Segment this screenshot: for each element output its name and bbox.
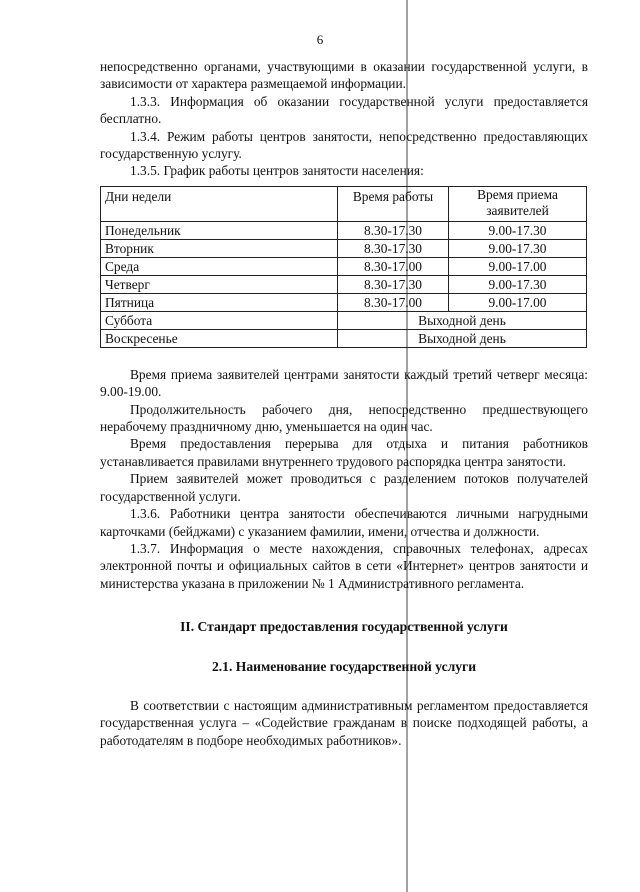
cell-reception: 9.00-17.30 [449,239,587,257]
cell-reception: 9.00-17.00 [449,257,587,275]
cell-work: 8.30-17.30 [338,221,449,239]
header-reception-hours: Время приема заявителей [449,186,587,221]
cell-day: Вторник [101,239,338,257]
header-work-hours: Время работы [338,186,449,221]
cell-day-off: Выходной день [338,311,587,329]
cell-reception: 9.00-17.00 [449,293,587,311]
cell-day: Среда [101,257,338,275]
paragraph-1-3-7: 1.3.7. Информация о месте нахождения, справочных телефонах, адресах электронной почты и официальных сайтов в сети «Интернет» центров занятости и министерства указана в приложении № 1 Административного регламента. [100,540,588,591]
table-row [101,221,587,239]
paragraph-1-3-4: 1.3.4. Режим работы центров занятости, непосредственно предоставляющих государственную услугу. [100,128,588,162]
cell-reception: 9.00-17.30 [449,221,587,239]
cell-day: Пятница [101,293,338,311]
paragraph-third-thursday: Время приема заявителей центрами занятости каждый третий четверг месяца: 9.00-19.00. [100,366,588,400]
page-number: 6 [316,32,324,47]
table-header-row [101,186,587,221]
cell-day: Воскресенье [101,329,338,347]
paragraph-1-3-5: 1.3.5. График работы центров занятости населения: [130,163,424,179]
cell-work: 8.30-17.00 [338,293,449,311]
paragraph-preholiday: Продолжительность рабочего дня, непосредственно предшествующего нерабочему праздничному дню, уменьшается на один час. [100,401,588,435]
page-body [100,58,588,749]
paragraph-1-3-3: 1.3.3. Информация об оказании государственной услуги предоставляется бесплатно. [100,93,588,127]
cell-work: 8.30-17.30 [338,239,449,257]
paragraph-reception-flows: Прием заявителей может проводиться с разделением потоков получателей государственной услуги. [100,471,588,504]
cell-reception: 9.00-17.30 [449,275,587,293]
cell-work: 8.30-17.30 [338,275,449,293]
cell-day-off: Выходной день [338,329,587,347]
cell-day: Суббота [101,311,338,329]
header-days: Дни недели [101,186,338,221]
paragraph-1-3-6: 1.3.6. Работники центра занятости обеспечиваются личными нагрудными карточками (бейджами) с указанием фамилии, имени, отчества и должности. [100,506,588,539]
subsection-heading: 2.1. Наименование государственной услуги [211,658,477,674]
table-row [101,275,587,293]
cell-day: Четверг [101,275,338,293]
cell-day: Понедельник [101,221,338,239]
table-row [101,311,587,329]
table-row [101,239,587,257]
section-heading: II. Стандарт предоставления государственной услуги [180,619,508,635]
table-row [101,293,587,311]
paragraph-continuation: непосредственно органами, участвующими в оказании государственной услуги, в зависимости от характера размещаемой информации. [100,59,588,92]
schedule-table [100,186,587,348]
cell-work: 8.30-17.00 [338,257,449,275]
paragraph-break-time: Время предоставления перерыва для отдыха и питания работников устанавливается правилами внутреннего трудового распорядка центра занятости. [100,436,588,469]
paragraph-2-1: В соответствии с настоящим административным регламентом предоставляется государственная услуга – «Содействие гражданам в поиске подходящей работы, а работодателям в подборе необходимых работников». [100,697,588,748]
table-row [101,329,587,347]
table-row [101,257,587,275]
